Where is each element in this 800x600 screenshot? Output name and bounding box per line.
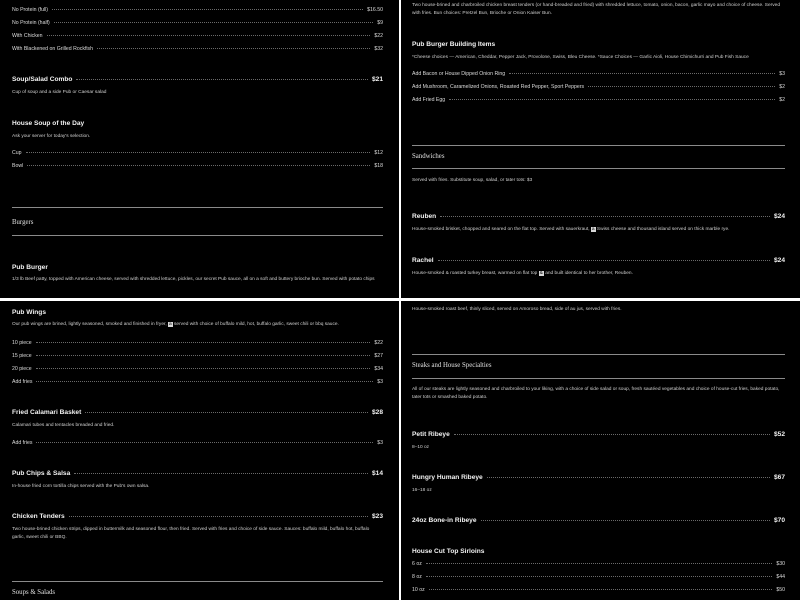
item-price: $32 — [374, 46, 383, 52]
item-name: With Blackened on Grilled Rockfish — [12, 46, 94, 52]
menu-item-fried-calamari — [12, 409, 383, 416]
section-divider — [412, 145, 785, 146]
item-name: 10 piece — [12, 340, 32, 346]
highlighted-text: a — [169, 322, 172, 327]
item-price: $30 — [776, 561, 785, 567]
menu-row — [12, 379, 383, 385]
menu-row — [12, 20, 383, 26]
item-description: Ask your server for today's selection. — [12, 134, 91, 139]
menu-item-bone-in-ribeye — [412, 517, 785, 524]
item-price: $3 — [779, 71, 785, 77]
highlighted-text: a — [591, 227, 595, 232]
item-name: 15 piece — [12, 353, 32, 359]
highlighted-text: & — [539, 271, 543, 276]
item-price: $2 — [779, 84, 785, 90]
menu-row — [412, 574, 785, 580]
item-price: $23 — [371, 513, 383, 520]
description-text: Our pub wings are brined, lightly seasoned, smoked and finished in fryer, — [12, 322, 168, 327]
item-price: $22 — [374, 340, 383, 346]
section-divider — [412, 354, 785, 355]
item-name: Add Bacon or House Dipped Onion Ring — [412, 71, 506, 77]
section-divider — [12, 581, 383, 582]
menu-item-petit-ribeye — [412, 431, 785, 438]
item-price: $3 — [377, 379, 383, 385]
menu-item-hungry-human-ribeye — [412, 474, 785, 481]
menu-panel-bottom-right — [401, 301, 800, 600]
description-text: House-smoked brisket, chopped and seared on the flat top. Served with sauerkraut, — [412, 227, 591, 232]
item-name: 24oz Bone-in Ribeye — [412, 517, 477, 524]
menu-row — [12, 46, 383, 52]
item-name: Add Fried Egg — [412, 97, 446, 103]
item-price: $27 — [374, 353, 383, 359]
item-price: $52 — [773, 431, 785, 438]
item-name: Add fries — [12, 440, 33, 446]
menu-row — [12, 7, 383, 13]
item-title: House Soup of the Day — [12, 120, 85, 127]
menu-row — [12, 150, 383, 156]
item-description: Two house-brined and charbroiled chicken breast tenders (or hand-breaded and fried) with shredded lettuce, tomato, onion, bacon, garlic mayo and choice of cheese. Served with fries. Bun choices: Pretzel Bun, Brioche or Onion Kaiser Bun. — [412, 3, 780, 16]
item-name: Fried Calamari Basket — [12, 409, 82, 416]
item-name: Rachel — [412, 257, 434, 264]
item-description — [412, 270, 786, 278]
menu-row — [412, 71, 785, 77]
item-name: Bowl — [12, 163, 24, 169]
item-description: Calamari tubes and tentacles breaded and fried. — [12, 423, 115, 428]
item-name: Chicken Tenders — [12, 513, 65, 520]
item-name: 8 oz — [412, 574, 422, 580]
menu-row — [12, 353, 383, 359]
menu-row — [12, 366, 383, 372]
item-price: $24 — [773, 213, 785, 220]
menu-panel-bottom-left — [0, 301, 399, 600]
menu-row — [12, 163, 383, 169]
section-heading-soups-salads: Soups & Salads — [12, 589, 56, 596]
description-text: served with choice of buffalo mild, hot, buffalo garlic, sweet chili or bbq sauce. — [172, 322, 339, 327]
item-price: $24 — [773, 257, 785, 264]
item-description: In-house fried corn tortilla chips served with the Pub's own salsa. — [12, 484, 150, 489]
item-name: Petit Ribeye — [412, 431, 450, 438]
item-description: Two house-brined chicken strips, dipped in buttermilk and seasoned flour, then fried. Served with fries and choice of side sauce. Sauces: buffalo mild, buffalo hot, buffalo garlic, sweet chili or BBQ. — [12, 527, 370, 540]
item-price: $9 — [377, 20, 383, 26]
description-text: Swiss cheese and thousand island served on thick marble rye. — [595, 227, 730, 232]
item-name: 20 piece — [12, 366, 32, 372]
section-note: Served with fries. Substitute soup, salad, or tater tots: $3 — [412, 178, 533, 183]
description-text: and built identical to her brother, Reuben. — [543, 271, 633, 276]
item-price: $44 — [776, 574, 785, 580]
item-price: $21 — [371, 76, 383, 83]
menu-panel-top-left — [0, 0, 399, 298]
item-price: $22 — [374, 33, 383, 39]
item-description: Cup of soup and a side Pub or Caesar salad — [12, 90, 107, 95]
item-price: $16.50 — [367, 7, 383, 13]
menu-item-reuben — [412, 213, 785, 220]
menu-item-pub-chips — [12, 470, 383, 477]
section-heading-steaks: Steaks and House Specialties — [412, 362, 492, 369]
item-name: Hungry Human Ribeye — [412, 474, 483, 481]
item-price: $2 — [779, 97, 785, 103]
item-title: Pub Burger — [12, 264, 48, 271]
menu-row — [12, 340, 383, 346]
item-description: 1/3 lb Beef patty, topped with American cheese, served with shredded lettuce, pickles, our secret Pub sauce, all on a soft and buttery brioche bun. Served with potato chips — [12, 277, 375, 282]
section-divider — [12, 207, 383, 208]
item-description — [12, 321, 383, 329]
item-description: 16–18 oz — [412, 488, 432, 493]
item-price: $18 — [374, 163, 383, 169]
menu-row — [412, 561, 785, 567]
item-description: 8–10 oz — [412, 445, 430, 450]
section-divider — [12, 235, 383, 236]
menu-panel-top-right — [401, 0, 800, 298]
menu-row — [412, 97, 785, 103]
item-name: Pub Chips & Salsa — [12, 470, 71, 477]
item-name: No Protein (full) — [12, 7, 49, 13]
item-price: $67 — [773, 474, 785, 481]
section-description: All of our steaks are lightly seasoned and charbroiled to your liking, with a choice of side salad or soup, fresh sautéed vegetables and choice of house-cut fries, baked potato, tater tots or smashed baked potato. — [412, 387, 780, 400]
item-name: No Protein (half) — [12, 20, 50, 26]
section-divider — [412, 378, 785, 379]
item-name: Cup — [12, 150, 22, 156]
item-name: 6 oz — [412, 561, 422, 567]
menu-row — [412, 84, 785, 90]
item-title: Pub Wings — [12, 309, 47, 316]
description-text: House-smoked & roasted turkey breast, warmed on flat top — [412, 271, 539, 276]
section-divider — [412, 168, 785, 169]
item-name: With Chicken — [12, 33, 43, 39]
item-price: $50 — [776, 587, 785, 593]
menu-item-rachel — [412, 257, 785, 264]
item-description — [412, 226, 786, 234]
item-name: Add Mushroom, Caramelized Onions, Roasted Red Pepper, Sport Peppers — [412, 84, 585, 90]
menu-item-soup-salad-combo — [12, 76, 383, 83]
item-price: $12 — [374, 150, 383, 156]
item-description: *Cheese choices — American, Cheddar, Pepper Jack, Provolone, Swiss, Bleu Cheese. *Sauce Choices — Garlic Aioli, House Chimichurri and Pub Fish Sauce — [412, 55, 749, 60]
item-title: House Cut Top Sirloins — [412, 548, 485, 555]
item-name: Reuben — [412, 213, 437, 220]
section-heading-burgers: Burgers — [12, 219, 34, 226]
menu-item-chicken-tenders — [12, 513, 383, 520]
item-description: House-smoked roast beef, thinly sliced, served on Amoroso bread, side of au jus, served with fries. — [412, 307, 622, 312]
item-name: Add fries — [12, 379, 33, 385]
item-name: Soup/Salad Combo — [12, 76, 73, 83]
item-price: $70 — [773, 517, 785, 524]
section-heading-sandwiches: Sandwiches — [412, 153, 445, 160]
item-price: $28 — [371, 409, 383, 416]
item-price: $3 — [377, 440, 383, 446]
item-name: 10 oz — [412, 587, 425, 593]
menu-row — [12, 440, 383, 446]
item-title: Pub Burger Building Items — [412, 41, 496, 48]
item-price: $34 — [374, 366, 383, 372]
menu-row — [412, 587, 785, 593]
menu-row — [12, 33, 383, 39]
item-price: $14 — [371, 470, 383, 477]
